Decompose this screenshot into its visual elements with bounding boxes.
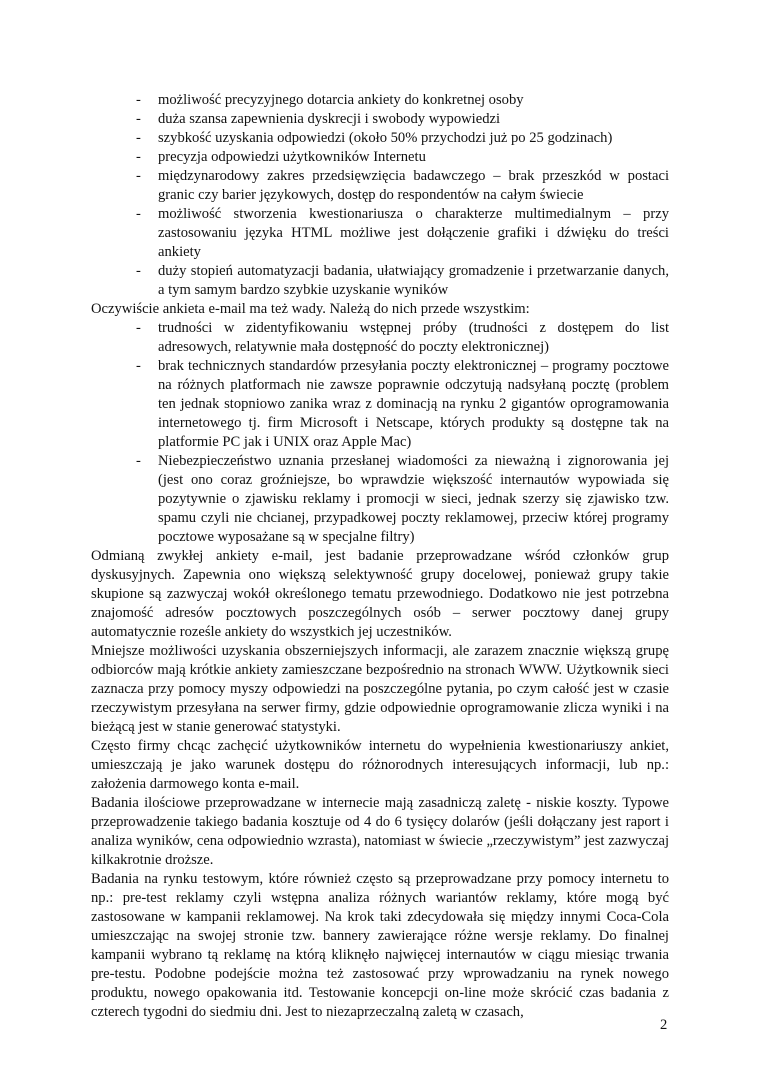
list-dash: -	[136, 130, 141, 146]
list-item-text: trudności w zidentyfikowaniu wstępnej próby (trudności z dostępem do list adresowych, relatywnie mała dostępność do poczty elektronicznej)	[158, 320, 669, 355]
list-item	[136, 452, 669, 547]
body-paragraph: Badania ilościowe przeprowadzane w internecie mają zasadniczą zaletę - niskie koszty. Typowe przeprowadzenie takiego badania kosztuje od 4 do 6 tysięcy dolarów (jeśli dołączany jest raport i analiza wyników, cena odpowiednio wzrasta), natomiast w świecie „rzeczywistym” jest zazwyczaj kilkakrotnie droższe.	[91, 795, 669, 868]
list-item	[136, 129, 669, 148]
list-item	[136, 205, 669, 262]
list-dash: -	[136, 320, 141, 336]
disadvantages-intro-paragraph: Oczywiście ankieta e-mail ma też wady. Należą do nich przede wszystkim:	[91, 301, 530, 317]
page-number: 2	[660, 1017, 668, 1033]
list-item-text: szybkość uzyskania odpowiedzi (około 50% przychodzi już po 25 godzinach)	[158, 130, 613, 146]
list-item	[136, 167, 669, 205]
list-dash: -	[136, 92, 141, 108]
list-item	[136, 110, 669, 129]
list-dash: -	[136, 168, 141, 184]
list-dash: -	[136, 453, 141, 469]
list-dash: -	[136, 358, 141, 374]
list-item-text: możliwość stworzenia kwestionariusza o charakterze multimedialnym – przy zastosowaniu języka HTML możliwe jest dołączenie grafiki i dźwięku do treści ankiety	[158, 206, 669, 260]
advantages-list	[91, 91, 669, 300]
list-item	[136, 262, 669, 300]
body-paragraph: Mniejsze możliwości uzyskania obszerniejszych informacji, ale zarazem znacznie większą grupę odbiorców mają krótkie ankiety zamieszczane bezpośrednio na stronach WWW. Użytkownik sieci zaznacza przy pomocy myszy odpowiedzi na poszczególne pytania, po czym całość jest w czasie rzeczywistym przesyłana na serwer firmy, gdzie odpowiednie oprogramowanie zlicza wyniki i na bieżącą jest w stanie generować statystyki.	[91, 643, 669, 735]
body-paragraph: Odmianą zwykłej ankiety e-mail, jest badanie przeprowadzane wśród członków grup dyskusyjnych. Zapewnia ono większą selektywność grupy docelowej, ponieważ grupy takie skupione są zazwyczaj wokół określonego tematu przewodniego. Dodatkowo nie jest potrzebna znajomość adresów pocztowych poszczególnych osób – serwer pocztowy danej grupy automatycznie roześle ankiety do wszystkich jej uczestników.	[91, 548, 669, 640]
list-item-text: precyzja odpowiedzi użytkowników Internetu	[158, 149, 426, 165]
list-item-text: Niebezpieczeństwo uznania przesłanej wiadomości za nieważną i zignorowania jej (jest ono coraz groźniejsze, bo wprawdzie większość internautów wypowiada się pozytywnie o zjawisku reklamy i promocji w sieci, jednak szerzy się zjawisko tzw. spamu czyli nie chcianej, przypadkowej poczty reklamowej, przeciw której programy pocztowe wyposażane są w specjalne filtry)	[158, 453, 669, 545]
list-item-text: możliwość precyzyjnego dotarcia ankiety do konkretnej osoby	[158, 92, 524, 108]
list-item-text: duża szansa zapewnienia dyskrecji i swobody wypowiedzi	[158, 111, 501, 127]
list-dash: -	[136, 206, 141, 222]
list-item	[136, 91, 669, 110]
list-item-text: brak technicznych standardów przesyłania poczty elektronicznej – programy pocztowe na różnych platformach nie zawsze poprawnie odczytują nadsyłaną pocztę (problem ten jednak stopniowo zanika wraz z dominacją na rynku 2 gigantów oprogramowania internetowego tj. firm Microsoft i Netscape, których produkty są dostępne tak na platformie PC jak i UNIX oraz Apple Mac)	[158, 358, 669, 450]
list-dash: -	[136, 263, 141, 279]
body-paragraph: Badania na rynku testowym, które również często są przeprowadzane przy pomocy internetu to np.: pre-test reklamy czyli wstępna analiza różnych wariantów reklamy, które mogą być zastosowane w kampanii reklamowej. Na krok taki zdecydowała się między innymi Coca-Cola umieszczając na swojej stronie tzw. bannery zawierające różne wersje reklamy. Do finalnej kampanii wybrano tą reklamę na którą kliknęło najwięcej internautów w ciągu miesiąc trwania pre-testu. Podobne podejście można też zastosować przy wprowadzaniu na rynek nowego produktu, nowego opakowania itd. Testowanie koncepcji on-line może skrócić czas badania z czterech tygodni do siedmiu dni. Jest to niezaprzeczalną zaletą w czasach,	[91, 871, 669, 1020]
body-paragraph: Często firmy chcąc zachęcić użytkowników internetu do wypełnienia kwestionariuszy ankiet, umieszczają je jako warunek dostępu do różnorodnych interesujących informacji, lub np.: założenia darmowego konta e-mail.	[91, 738, 669, 792]
list-item	[136, 357, 669, 452]
list-item	[136, 148, 669, 167]
list-item-text: duży stopień automatyzacji badania, ułatwiający gromadzenie i przetwarzanie danych, a tym samym bardzo szybkie uzyskanie wyników	[158, 263, 669, 298]
disadvantages-list	[91, 319, 669, 547]
list-dash: -	[136, 111, 141, 127]
list-dash: -	[136, 149, 141, 165]
list-item-text: międzynarodowy zakres przedsięwzięcia badawczego – brak przeszkód w postaci granic czy barier językowych, dostęp do respondentów na całym świecie	[158, 168, 669, 203]
document-page	[91, 91, 669, 1022]
list-item	[136, 319, 669, 357]
